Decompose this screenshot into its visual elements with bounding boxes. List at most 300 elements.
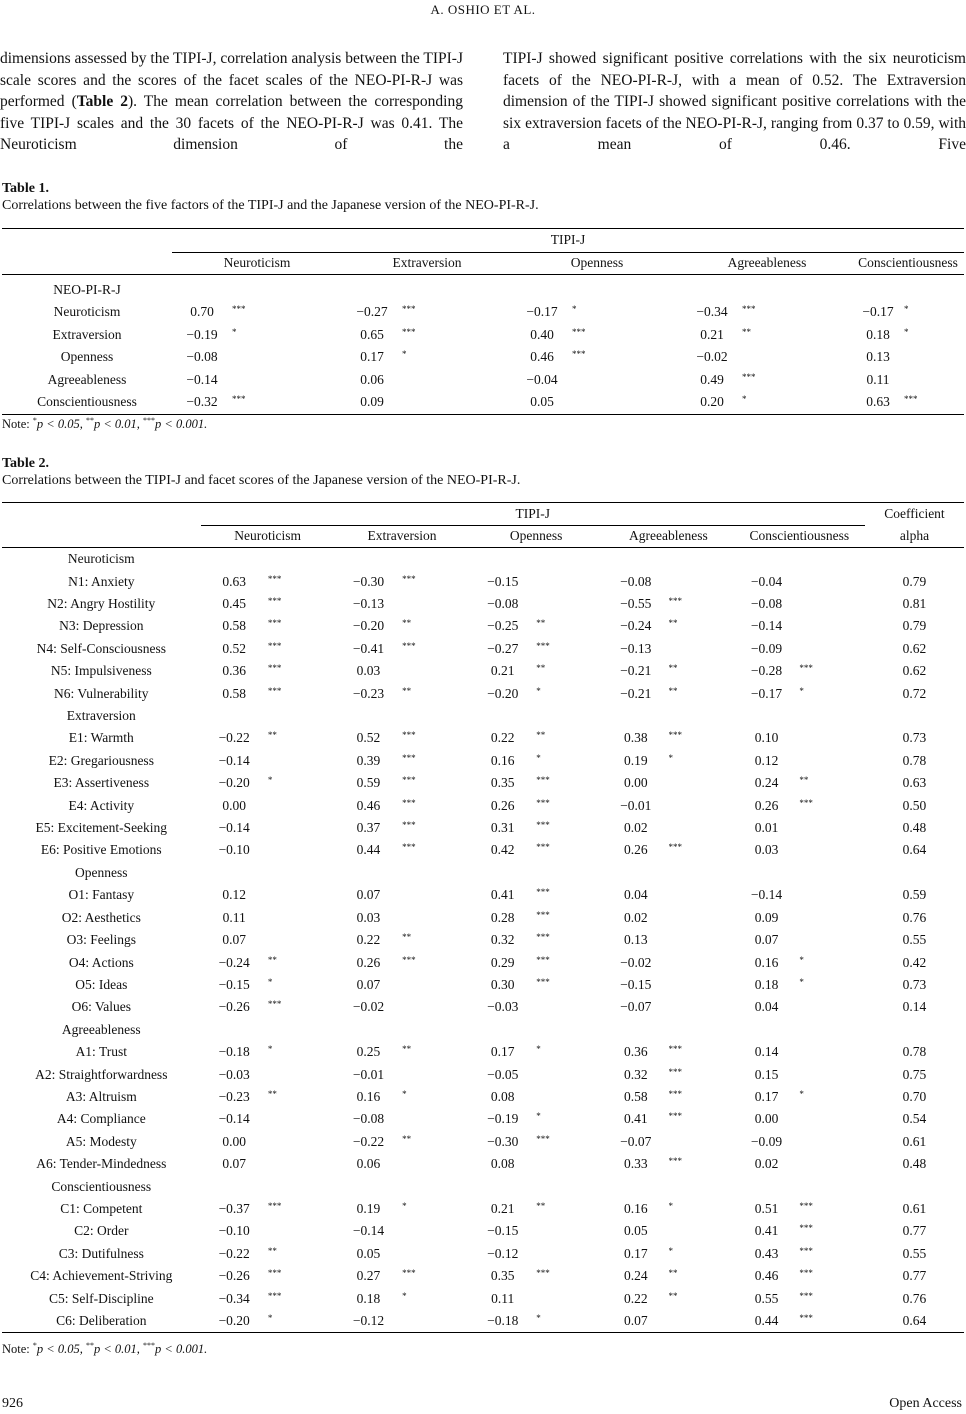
table-2-value: 0.16 <box>356 1088 381 1104</box>
table-2-value: −0.03 <box>487 999 519 1015</box>
table-2-sig <box>268 682 335 704</box>
significance-stars: *** <box>536 932 550 943</box>
table-2-value: 0.44 <box>356 842 381 858</box>
table-2-sig <box>402 929 469 951</box>
table-2-value: −0.21 <box>620 663 652 679</box>
table-2-row-label: N5: Impulsiveness <box>50 663 152 679</box>
table-2-value: 0.02 <box>754 1156 779 1172</box>
significance-stars: *** <box>267 663 282 674</box>
table-2-sig <box>669 772 734 794</box>
table-2-group-label: Extraversion <box>66 708 136 724</box>
significance-stars: *** <box>402 797 416 808</box>
table-2-sig <box>536 1086 603 1108</box>
significance-stars: * <box>267 1313 273 1324</box>
table-1-spanner-row <box>2 229 964 253</box>
significance-stars: ** <box>668 1290 678 1301</box>
table-2-value: 0.59 <box>356 775 381 791</box>
table-1-sig <box>742 369 852 392</box>
table-2-group-label: Neuroticism <box>67 551 135 567</box>
significance-stars: *** <box>267 1290 282 1301</box>
table-2-value: 0.00 <box>222 1133 246 1149</box>
table-1-row-label: Openness <box>60 349 114 365</box>
table-2-sig <box>268 1310 335 1333</box>
table-2-value: 0.29 <box>490 954 515 970</box>
table-2-value: 0.04 <box>754 999 779 1015</box>
table-1-sig <box>232 301 342 324</box>
body-text-left-column <box>0 48 463 156</box>
significance-stars: ** <box>402 618 412 629</box>
table-2-value: 0.36 <box>222 663 246 679</box>
table-2-sig <box>268 996 335 1018</box>
table-2-value: 0.16 <box>754 954 779 970</box>
table-2-sig <box>669 727 734 749</box>
table-2-row-label: E5: Excitement-Seeking <box>35 820 168 836</box>
table-2-value: 0.31 <box>490 820 515 836</box>
note-text: p < 0.01, <box>93 417 144 432</box>
table-2-value: 0.32 <box>490 932 515 948</box>
table-1-row <box>2 324 964 347</box>
table-2-row <box>2 593 964 615</box>
table-2-sig <box>402 570 469 592</box>
table-2-value: 0.63 <box>222 573 246 589</box>
table-1-spanner: TIPI-J <box>172 229 964 253</box>
table-2-sig <box>402 1265 469 1287</box>
table-2-value: −0.18 <box>218 1044 250 1060</box>
significance-stars: *** <box>536 820 550 831</box>
table-2-value: 0.41 <box>490 887 515 903</box>
significance-stars: ** <box>536 1200 546 1211</box>
table-1-sig <box>232 346 342 369</box>
table-1-value: 0.20 <box>682 391 742 414</box>
table-2-value: 0.07 <box>222 932 246 948</box>
table-2-value: −0.08 <box>750 596 783 612</box>
table-2-sig <box>402 1041 469 1063</box>
table-2-row-label: A1: Trust <box>75 1044 127 1060</box>
table-2-group-fill <box>201 1175 964 1197</box>
note-sig: *** <box>143 416 156 425</box>
table-2-row-label: O3: Feelings <box>66 932 136 948</box>
table-1-value: −0.08 <box>186 349 218 365</box>
table-2-value: 0.17 <box>623 1245 648 1261</box>
table-2-sig <box>669 907 734 929</box>
significance-stars: * <box>904 304 909 315</box>
table-2-row <box>2 884 964 906</box>
table-2-value: −0.27 <box>487 640 519 656</box>
table-2-row-label: A6: Tender-Mindedness <box>36 1156 167 1172</box>
table-2-value: 0.22 <box>356 932 381 948</box>
significance-stars: *** <box>267 573 282 584</box>
table-2-row <box>2 682 964 704</box>
table-2-value: −0.17 <box>750 685 783 701</box>
table-1-sig <box>572 346 682 369</box>
table-2-value: 0.14 <box>754 1044 779 1060</box>
table-2-sig <box>536 727 603 749</box>
table-2-value: −0.23 <box>218 1088 250 1104</box>
significance-stars: *** <box>536 909 550 920</box>
note-text: p < 0.001. <box>155 1342 208 1357</box>
table-2-row <box>2 974 964 996</box>
table-1-value: 0.46 <box>530 349 554 365</box>
table-2-sig <box>799 1063 865 1085</box>
table-2-sig <box>669 884 734 906</box>
table-2-label: Table 2. <box>2 456 49 471</box>
table-2-sig <box>402 996 469 1018</box>
table-2-value: 0.21 <box>490 663 515 679</box>
table-2-sig <box>669 1220 734 1242</box>
table-2-sig <box>669 1310 734 1333</box>
table-2-alpha: 0.50 <box>902 797 927 813</box>
publisher-label: Open Access <box>889 1396 962 1411</box>
table-2-value: 0.37 <box>356 820 381 836</box>
table-2-sig <box>402 794 469 816</box>
table-1-label: Table 1. <box>2 181 49 196</box>
table-2-row <box>2 638 964 660</box>
body-paragraph-left <box>0 48 463 156</box>
table-2-row <box>2 1086 964 1108</box>
table-2-alpha: 0.73 <box>902 730 927 746</box>
table-2-value: 0.39 <box>356 752 381 768</box>
table-2-value: 0.55 <box>754 1290 779 1306</box>
table-2-sig <box>536 593 603 615</box>
significance-stars: *** <box>572 326 586 337</box>
table-2-alpha: 0.76 <box>902 1290 927 1306</box>
table-2-row <box>2 1220 964 1242</box>
table-2-row-label: E3: Assertiveness <box>53 775 150 791</box>
table-2-value: 0.46 <box>356 797 381 813</box>
table-2-reference[interactable]: Table 2 <box>76 93 129 110</box>
significance-stars: * <box>402 1200 407 1211</box>
table-2-value: 0.27 <box>356 1268 381 1284</box>
table-1-value: 0.40 <box>530 326 554 342</box>
table-2-value: −0.20 <box>201 1310 268 1333</box>
significance-stars: *** <box>536 775 550 786</box>
table-2-sig <box>799 615 865 637</box>
table-2-row-label: O4: Actions <box>68 954 134 970</box>
table-2-value: −0.04 <box>750 573 783 589</box>
table-2-value: −0.22 <box>218 1245 250 1261</box>
table-2-row-label: A5: Modesty <box>65 1133 137 1149</box>
table-2-note <box>2 1341 207 1357</box>
table-2-value: −0.08 <box>352 1111 385 1127</box>
table-2-value: −0.20 <box>218 775 250 791</box>
table-2-value: −0.02 <box>352 999 385 1015</box>
table-2-sig <box>669 1041 734 1063</box>
significance-stars: * <box>799 954 804 965</box>
table-2-value: 0.01 <box>754 820 779 836</box>
table-2-value: 0.05 <box>356 1245 381 1261</box>
significance-stars: *** <box>799 1268 813 1279</box>
table-2-group-label: Openness <box>75 864 128 880</box>
table-1-sig <box>572 324 682 347</box>
table-2-group-fill <box>201 548 964 571</box>
table-2-value: 0.12 <box>754 752 779 768</box>
table-2-value: −0.13 <box>620 640 652 656</box>
significance-stars: *** <box>536 842 550 853</box>
table-2-value: 0.43 <box>754 1245 779 1261</box>
table-2-value: 0.09 <box>754 909 779 925</box>
table-2-value: 0.05 <box>623 1223 648 1239</box>
table-2-group-fill <box>201 705 964 727</box>
table-2-alpha: 0.79 <box>902 573 927 589</box>
table-2-value: −0.28 <box>750 663 783 679</box>
significance-stars: * <box>232 326 237 337</box>
table-2-value: −0.15 <box>620 976 652 992</box>
significance-stars: * <box>799 1088 804 1099</box>
table-2-sig <box>799 884 865 906</box>
table-2-sig <box>799 727 865 749</box>
table-2-sig <box>669 817 734 839</box>
table-2-row <box>2 1108 964 1130</box>
table-2-sig <box>536 817 603 839</box>
table-2-sig <box>402 839 469 861</box>
table-2-sig <box>799 593 865 615</box>
significance-stars: * <box>267 976 273 987</box>
table-1-column-header: Agreeableness <box>682 252 852 275</box>
significance-stars: *** <box>267 999 282 1010</box>
table-2-sig <box>402 593 469 615</box>
table-2-sig <box>402 638 469 660</box>
table-1-sig <box>572 369 682 392</box>
table-2-sig <box>402 817 469 839</box>
table-2-sig <box>669 794 734 816</box>
table-2-group-fill <box>201 1019 964 1041</box>
significance-stars: *** <box>402 775 416 786</box>
body-text-columns <box>0 48 966 156</box>
table-1-header-row <box>2 252 964 275</box>
table-2-sig <box>402 1310 469 1333</box>
note-sig: ** <box>85 1341 94 1350</box>
table-2-value: 0.58 <box>222 618 246 634</box>
table-2-sig <box>402 884 469 906</box>
table-2-row <box>2 1153 964 1175</box>
table-2-value: 0.25 <box>356 1044 381 1060</box>
table-2-value: 0.03 <box>356 909 381 925</box>
table-1-value: 0.63 <box>852 391 904 414</box>
table-2-sig <box>268 660 335 682</box>
table-2-sig <box>268 593 335 615</box>
table-2-sig <box>268 907 335 929</box>
table-2-value: 0.02 <box>623 820 648 836</box>
significance-stars: *** <box>402 326 416 337</box>
body-text-segment: dimensions assessed by the TIPI-J, correlation analysis between the TIPI-J scale scores and the scores of the facet scales of the NEO-PI-R-J was performed ( <box>0 50 463 110</box>
significance-stars: *** <box>232 304 246 315</box>
table-2-value: 0.52 <box>356 730 381 746</box>
table-2-sig <box>268 794 335 816</box>
table-2-column-header: Agreeableness <box>603 525 734 548</box>
table-1 <box>2 228 964 415</box>
significance-stars: *** <box>402 842 416 853</box>
table-1-sig <box>742 324 852 347</box>
table-2-row <box>2 1063 964 1085</box>
table-1-value: −0.19 <box>186 326 218 342</box>
table-2-sig <box>268 974 335 996</box>
table-2-value: 0.22 <box>490 730 515 746</box>
significance-stars: * <box>536 1313 541 1324</box>
table-2-value: 0.24 <box>623 1268 648 1284</box>
table-1-row <box>2 301 964 324</box>
table-2-sig <box>669 974 734 996</box>
table-2-coefficient-head: Coefficient <box>865 503 964 526</box>
table-2-row <box>2 750 964 772</box>
table-1-row <box>2 369 964 392</box>
table-2-value: −0.21 <box>620 685 652 701</box>
table-2-value: 0.58 <box>623 1088 648 1104</box>
table-2-sig <box>402 1287 469 1309</box>
table-2-row <box>2 996 964 1018</box>
table-2-sig <box>268 884 335 906</box>
table-2-row <box>2 929 964 951</box>
table-2-sig <box>536 570 603 592</box>
significance-stars: ** <box>402 1044 412 1055</box>
table-2-sig <box>268 839 335 861</box>
table-2-sig <box>799 1220 865 1242</box>
table-2-sig <box>536 1153 603 1175</box>
table-2-sig <box>536 1265 603 1287</box>
table-2-value: −0.26 <box>218 999 250 1015</box>
table-2-sig <box>799 974 865 996</box>
table-2-alpha: 0.54 <box>902 1111 927 1127</box>
significance-stars: *** <box>402 820 416 831</box>
significance-stars: * <box>536 752 541 763</box>
table-1-sig <box>904 391 964 414</box>
significance-stars: * <box>572 304 577 315</box>
table-2-sig <box>669 1287 734 1309</box>
table-2-value: 0.16 <box>623 1200 648 1216</box>
significance-stars: *** <box>668 596 683 607</box>
table-2-value: −0.34 <box>218 1290 250 1306</box>
table-2-sig <box>799 1310 865 1333</box>
table-2-sig <box>268 951 335 973</box>
table-2-value: −0.05 <box>487 1066 519 1082</box>
table-2-sig <box>669 1243 734 1265</box>
table-2-row-label: A2: Straightforwardness <box>35 1066 168 1082</box>
significance-stars: *** <box>668 1044 683 1055</box>
table-1-sig <box>572 391 682 414</box>
table-2-sig <box>536 1131 603 1153</box>
table-2-alpha: 0.64 <box>902 842 927 858</box>
table-2-value: 0.17 <box>754 1088 779 1104</box>
table-1-value: −0.17 <box>862 304 894 320</box>
table-2-value: −0.22 <box>218 730 250 746</box>
table-1-caption <box>2 180 539 214</box>
table-2-sig <box>669 593 734 615</box>
table-2-sig <box>268 1153 335 1175</box>
table-2-value: −0.37 <box>218 1200 250 1216</box>
table-2-row <box>2 615 964 637</box>
table-2-row-label: C3: Dutifulness <box>58 1245 144 1261</box>
table-1-value: 0.65 <box>360 326 384 342</box>
significance-stars: *** <box>267 618 282 629</box>
table-2-sig <box>536 1198 603 1220</box>
table-2-value: 0.11 <box>222 909 246 925</box>
table-1-note <box>2 416 207 432</box>
table-2-value: −0.07 <box>620 1133 652 1149</box>
table-2-value: 0.18 <box>754 976 779 992</box>
table-2-alpha: 0.76 <box>902 909 927 925</box>
table-2-sig <box>799 1041 865 1063</box>
table-2-value: −0.12 <box>335 1310 402 1333</box>
table-2-value: 0.07 <box>222 1156 246 1172</box>
table-2-row-label: C6: Deliberation <box>2 1310 201 1333</box>
table-2-sig <box>536 1108 603 1130</box>
table-2-value: 0.18 <box>356 1290 381 1306</box>
table-2-sig <box>669 929 734 951</box>
table-2-value: 0.04 <box>623 887 648 903</box>
table-2-value: −0.30 <box>352 573 385 589</box>
table-2-sig <box>268 1198 335 1220</box>
table-2-sig <box>536 907 603 929</box>
table-2-sig <box>799 1108 865 1130</box>
table-2-column-header: alpha <box>865 525 964 548</box>
table-2-sig <box>799 638 865 660</box>
body-paragraph-right: TIPI-J showed significant positive correlations with the six neuroticism facets of the NEO-PI-R-J, with a mean of 0.52. The Extraversion dimension of the TIPI-J showed significant positive correlations with the six extraversion facets of the NEO-PI-R-J, ranging from 0.37 to 0.59, with a mean of 0.46. Five <box>503 50 966 153</box>
table-2-column-header: Conscientiousness <box>734 525 865 548</box>
table-2-group-row <box>2 1175 964 1197</box>
table-2-value: −0.08 <box>487 596 519 612</box>
table-2-row <box>2 817 964 839</box>
table-2-sig <box>669 638 734 660</box>
table-2-sig <box>799 660 865 682</box>
table-2-sig <box>402 660 469 682</box>
table-2-sig <box>268 1086 335 1108</box>
table-2-value: 0.15 <box>754 1066 779 1082</box>
table-2-row <box>2 1310 964 1333</box>
table-2-row-label: E1: Warmth <box>68 730 134 746</box>
table-2-value: −0.18 <box>469 1310 536 1333</box>
body-text-segment: ). The mean correlation between the corresponding five TIPI-J scales and the 30 facets of the NEO-PI-R-J was 0.41. The Neuroticism dimension of the <box>0 93 463 153</box>
table-2-sig <box>536 1310 603 1333</box>
significance-stars: *** <box>904 394 918 405</box>
table-2-value: 0.58 <box>222 685 246 701</box>
table-2-value: −0.30 <box>487 1133 519 1149</box>
table-1-value: 0.18 <box>866 326 890 342</box>
table-2-alpha: 0.14 <box>902 999 927 1015</box>
significance-stars: *** <box>799 663 813 674</box>
significance-stars: *** <box>536 1268 550 1279</box>
table-2-sig <box>669 1086 734 1108</box>
table-2-sig <box>268 1287 335 1309</box>
table-2-value: 0.10 <box>754 730 779 746</box>
table-2-sig <box>402 951 469 973</box>
table-2-row-label: C2: Order <box>74 1223 129 1239</box>
significance-stars: *** <box>536 976 550 987</box>
significance-stars: ** <box>536 663 546 674</box>
table-2-sig <box>402 772 469 794</box>
significance-stars: ** <box>799 775 809 786</box>
table-2-sig <box>402 1063 469 1085</box>
table-2-value: 0.00 <box>623 775 648 791</box>
table-2-sig <box>402 1153 469 1175</box>
table-2-value: −0.14 <box>218 1111 250 1127</box>
table-1-group-row <box>2 275 964 302</box>
table-1-title: Correlations between the five factors of the TIPI-J and the Japanese version of the NEO-PI-R-J. <box>2 198 539 213</box>
table-2-value: 0.35 <box>490 1268 515 1284</box>
table-2-value: 0.19 <box>623 752 648 768</box>
table-2-group-row <box>2 862 964 884</box>
table-2-value: 0.02 <box>623 909 648 925</box>
significance-stars: ** <box>267 954 277 965</box>
table-2-sig <box>268 750 335 772</box>
table-2-value: −0.20 <box>487 685 519 701</box>
significance-stars: * <box>402 1290 407 1301</box>
table-2-sig <box>536 794 603 816</box>
table-2-stub-head <box>2 503 201 526</box>
table-2-alpha: 0.42 <box>902 954 927 970</box>
note-text: p < 0.05, <box>36 417 86 432</box>
table-2-value: −0.55 <box>620 596 652 612</box>
table-2-sig <box>669 615 734 637</box>
significance-stars: * <box>668 752 674 763</box>
